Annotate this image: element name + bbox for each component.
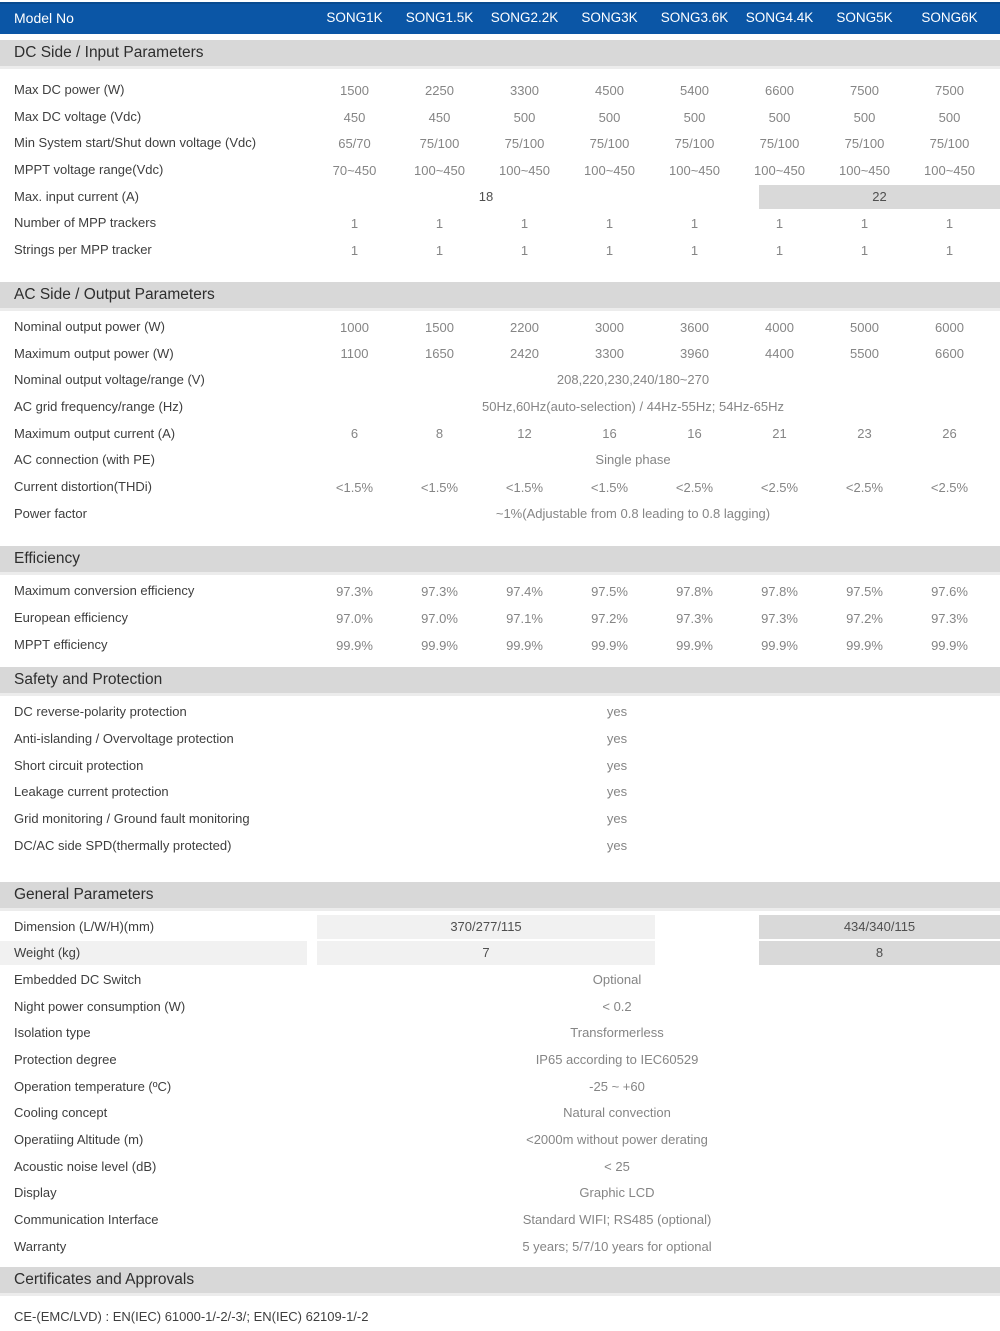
- merged-value-right: 22: [759, 185, 1000, 209]
- row-label: Max. input current (A): [14, 188, 139, 204]
- value-cell: 23: [857, 426, 872, 442]
- value-cells: [312, 237, 992, 264]
- value-cell: 26: [942, 426, 957, 442]
- value-cell: 100~450: [669, 162, 720, 178]
- value-cell: 97.6%: [931, 584, 968, 600]
- value-cell: 99.9%: [931, 637, 968, 653]
- table-row: [0, 1207, 1000, 1234]
- value-cell: 75/100: [759, 136, 800, 152]
- value-cell: 5000: [850, 319, 879, 335]
- value-cell: 6600: [765, 82, 794, 98]
- row-label: Grid monitoring / Ground fault monitoring: [14, 811, 250, 827]
- model-column: SONG2.2K: [490, 10, 559, 25]
- value-cell: 99.9%: [676, 637, 713, 653]
- span-value: Transformerless: [570, 1025, 664, 1041]
- value-cell: 4500: [595, 82, 624, 98]
- value-cell: 5500: [850, 346, 879, 362]
- value-cell: 1: [945, 242, 954, 258]
- value-cell: <1.5%: [335, 479, 374, 495]
- value-cell: 4400: [765, 346, 794, 362]
- section: [0, 667, 1000, 859]
- table-row: [0, 699, 1000, 726]
- row-label: Short circuit protection: [14, 757, 144, 773]
- section-header: [0, 40, 1000, 66]
- value-cell: 1: [775, 242, 784, 258]
- value-cell: 1: [860, 242, 869, 258]
- value-cell: 12: [517, 426, 532, 442]
- span-value: Standard WIFI; RS485 (optional): [522, 1212, 712, 1228]
- value-cell: 7500: [850, 82, 879, 98]
- value-cells: [312, 104, 992, 131]
- span-value: yes: [606, 784, 628, 800]
- value-cell: 97.1%: [506, 610, 543, 626]
- section: [0, 546, 1000, 658]
- section-rows: [0, 693, 1000, 859]
- model-header-row: [0, 2, 1000, 34]
- span-value: Graphic LCD: [579, 1185, 655, 1201]
- value-cell: 6000: [935, 319, 964, 335]
- value-cell: 1: [860, 216, 869, 232]
- value-cell: 3300: [595, 346, 624, 362]
- value-cell: <1.5%: [505, 479, 544, 495]
- value-cell: 450: [428, 109, 451, 125]
- table-row: [0, 605, 1000, 632]
- row-label: Max DC voltage (Vdc): [14, 108, 142, 124]
- row-label: Night power consumption (W): [14, 998, 186, 1014]
- value-cell: <1.5%: [590, 479, 629, 495]
- row-label: Max DC power (W): [14, 82, 125, 97]
- row-label: Nominal output power (W): [14, 318, 165, 334]
- value-cell: 97.5%: [591, 584, 628, 600]
- value-cell: 100~450: [924, 162, 975, 178]
- table-row: [0, 940, 1000, 967]
- row-label: Cooling concept: [14, 1105, 108, 1121]
- value-cell: 1: [690, 242, 699, 258]
- row-label: DC/AC side SPD(thermally protected): [14, 837, 232, 853]
- value-cell: 1500: [425, 319, 454, 335]
- value-cell: 75/100: [589, 136, 630, 152]
- row-label: Dimension (L/W/H)(mm): [14, 918, 155, 934]
- value-cell: 2200: [510, 319, 539, 335]
- value-cell: 97.4%: [506, 584, 543, 600]
- section: [0, 882, 1000, 1261]
- value-cell: 97.0%: [336, 610, 373, 626]
- row-label: Power factor: [14, 505, 87, 521]
- row-label: Operation temperature (ºC): [14, 1078, 172, 1094]
- table-row: [0, 1100, 1000, 1127]
- value-cell: 1: [520, 242, 529, 258]
- row-label: Operatiing Altitude (m): [14, 1132, 144, 1147]
- value-cells: [312, 341, 992, 368]
- certificates-text: CE-(EMC/LVD) : EN(IEC) 61000-1/-2/-3/; EN(IEC) 62109-1/-2: [14, 1309, 369, 1325]
- value-cell: 1: [435, 216, 444, 232]
- span-value: -25 ~ +60: [589, 1078, 645, 1094]
- model-no-label: Model No: [14, 10, 74, 26]
- span-value: yes: [606, 811, 628, 827]
- section-title: AC Side / Output Parameters: [14, 285, 215, 303]
- value-cell: 1: [520, 216, 529, 232]
- value-cell: <2.5%: [760, 479, 799, 495]
- value-cell: 16: [687, 426, 702, 442]
- table-row: [0, 394, 1000, 421]
- span-value: Optional: [592, 971, 642, 987]
- table-row: [0, 421, 1000, 448]
- section: [0, 40, 1000, 264]
- row-label: Isolation type: [14, 1025, 91, 1041]
- table-row: [0, 1127, 1000, 1154]
- table-row: [0, 77, 1000, 104]
- section-title: General Parameters: [14, 885, 154, 903]
- value-cell: 97.2%: [591, 610, 628, 626]
- table-row: [0, 314, 1000, 341]
- value-cell: 75/100: [674, 136, 715, 152]
- table-row: [0, 1234, 1000, 1261]
- table-row: [0, 184, 1000, 211]
- value-cell: 6600: [935, 346, 964, 362]
- row-label: Embedded DC Switch: [14, 971, 142, 987]
- merged-value-left: 18: [478, 188, 494, 204]
- table-row: [0, 806, 1000, 833]
- table-row: [0, 474, 1000, 501]
- value-cells: [312, 77, 992, 104]
- row-label: Min System start/Shut down voltage (Vdc): [14, 135, 257, 151]
- value-cell: 97.5%: [846, 584, 883, 600]
- table-row: [0, 501, 1000, 528]
- row-label: Maximum output current (A): [14, 425, 176, 441]
- value-cells: [312, 314, 992, 341]
- model-columns: [312, 4, 992, 34]
- value-cell: 100~450: [584, 162, 635, 178]
- value-cell: 70~450: [332, 162, 377, 178]
- row-label: Strings per MPP tracker: [14, 242, 152, 258]
- section-header: [0, 667, 1000, 693]
- value-cells: [312, 605, 992, 632]
- table-row: [0, 447, 1000, 474]
- merged-value-right: 434/340/115: [759, 915, 1000, 939]
- row-label: Protection degree: [14, 1051, 117, 1067]
- merged-value-right: 8: [759, 941, 1000, 965]
- section-title: Efficiency: [14, 550, 81, 568]
- value-cell: 21: [772, 426, 787, 442]
- row-label: MPPT voltage range(Vdc): [14, 162, 164, 178]
- merged-value-left: 370/277/115: [317, 915, 655, 939]
- section-rows: [0, 908, 1000, 1261]
- value-cell: 97.8%: [676, 584, 713, 600]
- span-value: Single phase: [595, 452, 671, 468]
- span-value: yes: [606, 731, 628, 747]
- value-cell: 99.9%: [421, 637, 458, 653]
- table-row: [0, 1020, 1000, 1047]
- value-cell: 3300: [510, 82, 539, 98]
- value-cell: 1: [605, 216, 614, 232]
- value-cell: 7500: [935, 82, 964, 98]
- section-title: Safety and Protection: [14, 671, 163, 689]
- span-value: 5 years; 5/7/10 years for optional: [522, 1238, 712, 1254]
- table-row: [0, 726, 1000, 753]
- row-label: DC reverse-polarity protection: [14, 704, 187, 720]
- table-row: [0, 210, 1000, 237]
- section: [0, 1267, 1000, 1299]
- row-label: Warranty: [14, 1238, 67, 1254]
- value-cell: 97.3%: [931, 610, 968, 626]
- value-cell: 6: [350, 426, 359, 442]
- table-row: [0, 367, 1000, 394]
- value-cell: 3000: [595, 319, 624, 335]
- value-cells: [312, 474, 992, 501]
- model-column: SONG3.6K: [660, 10, 729, 25]
- merged-value-left: 7: [317, 941, 655, 965]
- value-cell: 1: [605, 242, 614, 258]
- span-value: <2000m without power derating: [526, 1132, 708, 1147]
- value-cell: 97.3%: [676, 610, 713, 626]
- value-cell: 100~450: [754, 162, 805, 178]
- table-row: [0, 632, 1000, 659]
- span-value: < 25: [604, 1158, 630, 1174]
- value-cell: 97.2%: [846, 610, 883, 626]
- value-cell: 3960: [680, 346, 709, 362]
- table-row: [0, 914, 1000, 941]
- table-row: [0, 578, 1000, 605]
- value-cell: 1: [945, 216, 954, 232]
- value-cell: 500: [768, 109, 791, 125]
- span-value: 208,220,230,240/180~270: [556, 372, 710, 388]
- table-row: [0, 1180, 1000, 1207]
- row-label: MPPT efficiency: [14, 636, 108, 652]
- value-cell: 1: [775, 216, 784, 232]
- model-column: SONG3K: [581, 10, 638, 25]
- value-cell: 97.3%: [421, 584, 458, 600]
- span-value: 50Hz,60Hz(auto-selection) / 44Hz-55Hz; 54Hz-65Hz: [481, 398, 784, 414]
- value-cell: 2250: [425, 82, 454, 98]
- model-column: SONG6K: [921, 10, 978, 25]
- value-cell: 65/70: [338, 136, 371, 152]
- table-row: [0, 753, 1000, 780]
- model-column: SONG1K: [326, 10, 383, 25]
- value-cell: 100~450: [839, 162, 890, 178]
- value-cell: 2420: [510, 346, 539, 362]
- table-row: [0, 237, 1000, 264]
- value-cell: 4000: [765, 319, 794, 335]
- section-header: [0, 882, 1000, 908]
- value-cell: <2.5%: [930, 479, 969, 495]
- table-row: [0, 779, 1000, 806]
- value-cell: 99.9%: [846, 637, 883, 653]
- row-label: Maximum output power (W): [14, 345, 174, 361]
- value-cells: [312, 632, 992, 659]
- value-cell: 500: [853, 109, 876, 125]
- value-cell: 99.9%: [591, 637, 628, 653]
- section-header: [0, 282, 1000, 308]
- row-label: Weight (kg): [0, 941, 307, 965]
- value-cells: [312, 578, 992, 605]
- value-cell: 8: [435, 426, 444, 442]
- value-cell: 97.3%: [336, 584, 373, 600]
- certificates-row: [0, 1299, 1000, 1330]
- row-label: Communication Interface: [14, 1212, 159, 1228]
- row-label: European efficiency: [14, 610, 128, 625]
- table-row: [0, 1154, 1000, 1181]
- value-cell: 1: [690, 216, 699, 232]
- section-title: Certificates and Approvals: [14, 1271, 195, 1289]
- value-cell: 450: [343, 109, 366, 125]
- value-cells: [312, 157, 992, 184]
- table-row: [0, 104, 1000, 131]
- row-label: Leakage current protection: [14, 784, 169, 800]
- table-row: [0, 1047, 1000, 1074]
- section-header: [0, 546, 1000, 572]
- value-cell: <1.5%: [420, 479, 459, 495]
- model-column: SONG5K: [836, 10, 893, 25]
- value-cell: 97.8%: [761, 584, 798, 600]
- value-cell: 100~450: [414, 162, 465, 178]
- table-row: [0, 1074, 1000, 1101]
- row-label: AC connection (with PE): [14, 452, 155, 468]
- value-cell: 99.9%: [506, 637, 543, 653]
- value-cell: <2.5%: [845, 479, 884, 495]
- section-title: DC Side / Input Parameters: [14, 44, 204, 61]
- sections-container: [0, 40, 1000, 1299]
- value-cell: 97.3%: [761, 610, 798, 626]
- row-label: AC grid frequency/range (Hz): [14, 398, 184, 414]
- value-cell: 1100: [340, 346, 369, 362]
- table-row: [0, 994, 1000, 1021]
- value-cell: 500: [683, 109, 706, 125]
- section-rows: [0, 308, 1000, 528]
- value-cell: 1000: [340, 319, 369, 335]
- value-cell: 1500: [340, 82, 369, 98]
- span-value: yes: [606, 757, 628, 773]
- value-cells: [312, 130, 992, 157]
- value-cell: 100~450: [499, 162, 550, 178]
- span-value: Natural convection: [563, 1105, 671, 1121]
- section: [0, 282, 1000, 528]
- table-row: [0, 130, 1000, 157]
- row-label: Current distortion(THDi): [14, 478, 152, 494]
- span-value: yes: [606, 837, 628, 853]
- span-value: IP65 according to IEC60529: [535, 1051, 699, 1067]
- section-header: [0, 1267, 1000, 1293]
- value-cell: 75/100: [929, 136, 970, 152]
- value-cell: 1650: [425, 346, 454, 362]
- value-cell: <2.5%: [675, 479, 714, 495]
- span-value: ~1%(Adjustable from 0.8 leading to 0.8 lagging): [495, 505, 771, 521]
- value-cell: 1: [435, 242, 444, 258]
- value-cell: 75/100: [504, 136, 545, 152]
- value-cell: 1: [350, 242, 359, 258]
- span-value: yes: [606, 704, 628, 720]
- value-cells: [312, 210, 992, 237]
- row-label: Acoustic noise level (dB): [14, 1158, 157, 1174]
- model-column: SONG4.4K: [745, 10, 814, 25]
- section-rows: [0, 66, 1000, 264]
- table-row: [0, 833, 1000, 860]
- table-row: [0, 341, 1000, 368]
- value-cell: 99.9%: [761, 637, 798, 653]
- value-cell: 500: [513, 109, 536, 125]
- value-cell: 75/100: [419, 136, 460, 152]
- section-rows: [0, 572, 1000, 658]
- value-cell: 99.9%: [336, 637, 373, 653]
- value-cell: 500: [598, 109, 621, 125]
- value-cell: 16: [602, 426, 617, 442]
- value-cell: 1: [350, 216, 359, 232]
- table-row: [0, 967, 1000, 994]
- table-row: [0, 157, 1000, 184]
- span-value: < 0.2: [602, 998, 632, 1014]
- row-label: Anti-islanding / Overvoltage protection: [14, 731, 234, 747]
- row-label: Nominal output voltage/range (V): [14, 372, 205, 388]
- value-cells: [312, 421, 992, 448]
- row-label: Display: [14, 1185, 57, 1201]
- value-cell: 500: [938, 109, 961, 125]
- value-cell: 5400: [680, 82, 709, 98]
- row-label: Number of MPP trackers: [14, 215, 157, 231]
- model-column: SONG1.5K: [405, 10, 474, 25]
- row-label: Maximum conversion efficiency: [14, 583, 195, 599]
- value-cell: 3600: [680, 319, 709, 335]
- value-cell: 75/100: [844, 136, 885, 152]
- value-cell: 97.0%: [421, 610, 458, 626]
